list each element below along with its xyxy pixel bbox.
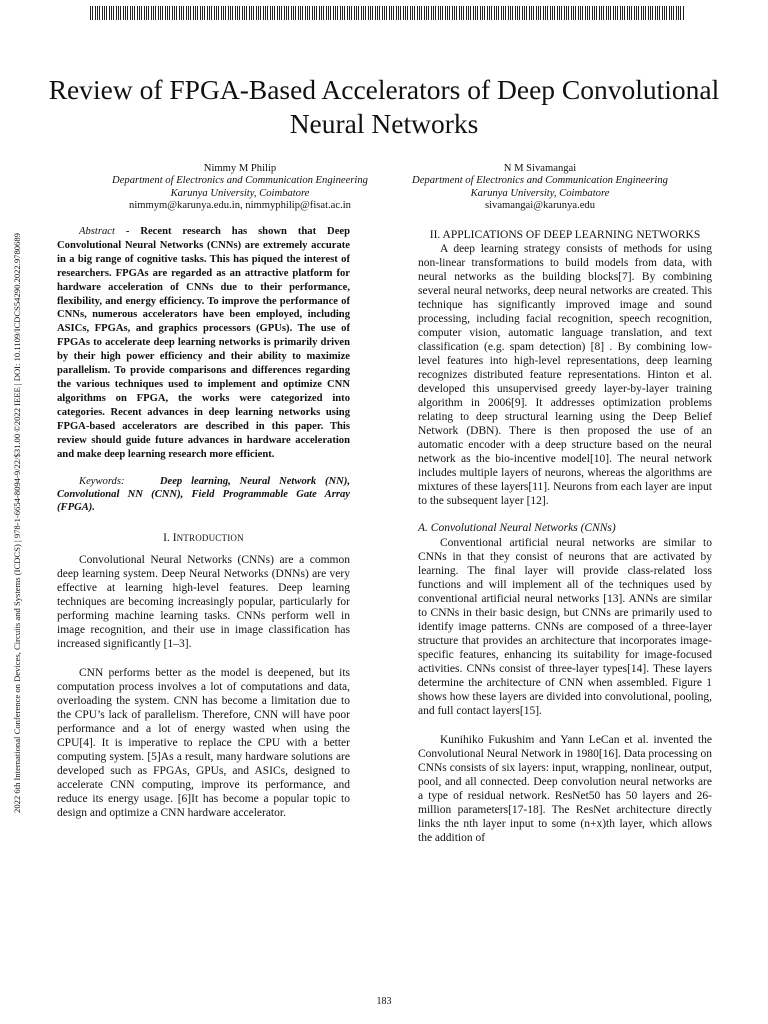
author-department: Department of Electronics and Communication Engineering — [412, 175, 668, 187]
author-department: Department of Electronics and Communication Engineering — [112, 175, 368, 187]
header-barcode — [90, 6, 685, 20]
intro-paragraph-1: Convolutional Neural Networks (CNNs) are a common deep learning system. Deep Neural Networks (DNNs) are very effective at learning high-level features. Deep learning techniques are becoming increasingly popular, particularly for performing machine learning tasks. CNNs perform well in image recognition, and their use in image classification has increased significantly [1–3]. — [57, 554, 350, 651]
cnn-paragraph-1: Conventional artificial neural networks are similar to CNNs in that they consist of neurons that are activated by learning. The final layer will provide class-related loss functions and will implement all of the techniques used by conventional artificial neural networks [13]. ANNs are similar to CNNs in their basic design, but CNNs are primarily used to identify image patterns. CNNs are composed of a three-layer structure that provides an architecture that incorporates image-specific features, enhancing its suitability for image-focused activities. CNNs consist of three-layer types[14]. These layers determine the architecture of CNN when assembled. Figure 1 shows how these layers are divided into convolutional, pooling, and full contact layers[15]. — [418, 537, 712, 717]
side-note — [10, 160, 24, 885]
abstract-text: - Recent research has shown that Deep Convolutional Neural Networks (CNNs) are extremely accurate in a big range of cognitive tasks. This has piqued the interest of researchers. FPGAs are regarded as an attractive platform for hardware acceleration of CNNs due to their performance, flexibility, and energy efficiency. To improve the performance of CNNs, numerous accelerators have been employed, including ASICs, FPGAs, and graphics processors (GPUs). The use of FPGAs to accelerate deep learning networks is primarily driven by their high power efficiency and their ability to maximize parallelism. To provide comparisons and differences regarding the various techniques used to implement and optimize CNN algorithms on FPGA, the works were categorized into categories. Recent advances in deep learning networks using FPGA-based accelerators are described in this paper. This review should guide future advances in hardware acceleration and make deep learning research more efficient. — [57, 226, 350, 460]
keywords-text: Deep learning, Neural Network (NN), Convolutional NN (CNN), Field Programmable Gate Array (FPGA). — [57, 476, 351, 514]
abstract-label: Abstract — [79, 226, 115, 237]
author-university: Karunya University, Coimbatore — [470, 187, 610, 199]
author-email: sivamangai@karunya.edu — [484, 200, 596, 212]
author-email: nimmym@karunya.edu.in, nimmyphilip@fisat.ac.in — [129, 200, 351, 212]
cnn-paragraph-2: Kunihiko Fukushim and Yann LeCan et al. invented the Convolutional Neural Network in 1980[16]. Data processing on CNNs consists of six layers: input, wrapping, nonlinear, output, pool, and all connected. Deep convolution neural networks are a type of residual network. ResNet50 has 50 layers and 26-million parameters[17-18]. The ResNet architecture directly links the nth layer input to some (n+x)th layer, which allows the addition of — [418, 734, 712, 844]
applications-paragraph-1: A deep learning strategy consists of methods for using non-linear transformations to build models from data, with neural networks as the building blocks[7]. By combining several neural networks, deep neural networks are created. This technique has significantly improved image and sound processing, including facial recognition, speech recognition, computer vision, automatic language translation, and text classification (e.g. spam detection) [8] . By combining low-level features into high-level representations, deep learning recognizes distributed feature representations. Hinton et al. developed this unsupervised greedy layer-by-layer training algorithm in 2006[9]. It addresses optimization problems relating to deep structural learning using the Deep Belief Network (DBN). There is then proposed the use of an automatic encoder with a deep structure based on the neural network as the bio-incentive model[10]. The neural network includes multiple layers of neurons, whereas the algorithms are mixtures of these layers[11]. Neurons from each layer are input to the subsequent layer [12]. — [418, 243, 712, 507]
paper-title: Review of FPGA-Based Accelerators of Deep Convolutional Neural Networks — [48, 74, 720, 139]
author-university: Karunya University, Coimbatore — [170, 187, 310, 199]
author-name: Nimmy M Philip — [203, 163, 277, 174]
conference-note: 2022 6th International Conference on Devices, Circuits and Systems (ICDCS) | 978-1-6654-8094-9/22/$31.00 ©2022 IEEE | DOI: 10.1109/ICDCS54290.2022.9780689 — [12, 232, 22, 813]
author-block-1 — [90, 163, 390, 213]
intro-paragraph-2: CNN performs better as the model is deepened, but its computation process involves a lot of computations and data, overloading the system. CNN has become a limitation due to the CPU’s lack of parallelism. Therefore, CNN will have poor performance and a lot of energy wasted when using the CPU[4]. It is imperative to replace the CPU with a better computing system. [5]As a result, many hardware solutions are developed such as FPGAs, GPUs, and ASICs, designed to accelerate CNN computing, improve its performance, and reduce its energy usage. [6]It has become a popular topic to design and optimize a CNN hardware accelerator. — [57, 667, 350, 820]
abstract — [57, 225, 350, 461]
keywords-label: Keywords: — [79, 476, 125, 488]
right-column — [418, 228, 712, 845]
author-block-2 — [390, 163, 690, 213]
left-column — [57, 225, 350, 820]
keywords — [57, 475, 350, 514]
author-name: N M Sivamangai — [503, 163, 577, 174]
subsection-heading-cnn: A. Convolutional Neural Networks (CNNs) — [418, 522, 616, 534]
section-heading-applications: II. APPLICATIONS OF DEEP LEARNING NETWORKS — [429, 229, 701, 241]
page-number: 183 — [376, 996, 392, 1007]
section-heading-introduction: I. INTRODUCTION — [163, 532, 244, 545]
